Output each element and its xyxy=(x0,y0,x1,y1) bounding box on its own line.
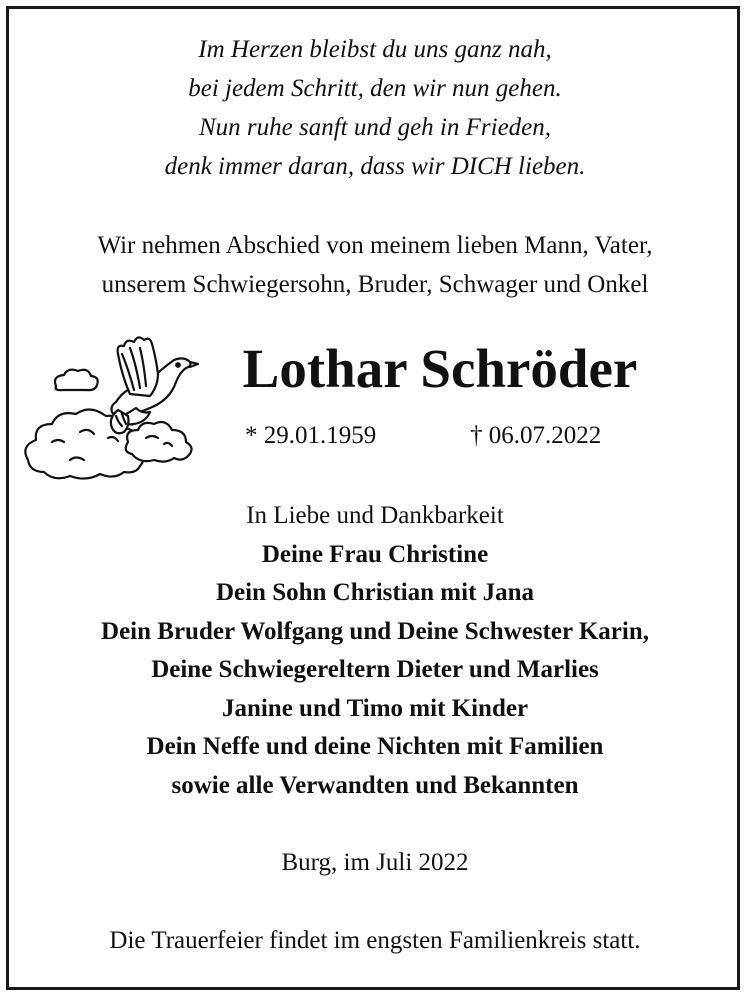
place-and-date: Burg, im Juli 2022 xyxy=(281,849,469,876)
poem-line: Nun ruhe sanft und geh in Frieden, xyxy=(198,114,552,141)
mourner-line: Dein Sohn Christian mit Jana xyxy=(215,579,535,606)
mourner-line: Dein Neffe und deine Nichten mit Familien xyxy=(146,733,604,760)
deceased-name: Lothar Schröder xyxy=(242,338,638,399)
dove-on-clouds-icon xyxy=(18,320,200,485)
mourner-line: Deine Schwiegereltern Dieter und Marlies xyxy=(151,656,599,683)
mourner-line: Janine und Timo mit Kinder xyxy=(221,694,529,722)
announcement-line: Wir nehmen Abschied von meinem lieben Mann, Vater, xyxy=(97,232,653,259)
birth-date: * 29.01.1959 xyxy=(245,422,377,449)
memorial-poem xyxy=(0,30,750,186)
mourners-list xyxy=(0,497,750,805)
mourners-intro: In Liebe und Dankbarkeit xyxy=(246,502,504,529)
ceremony-note: Die Trauerfeier findet im engsten Familienkreis statt. xyxy=(109,927,641,954)
mourner-line: Dein Bruder Wolfgang und Deine Schwester Karin, xyxy=(101,617,649,645)
mourner-line: Deine Frau Christine xyxy=(261,540,489,568)
poem-line: bei jedem Schritt, den wir nun gehen. xyxy=(188,75,562,102)
death-date: † 06.07.2022 xyxy=(470,422,602,449)
poem-line: Im Herzen bleibst du uns ganz nah, xyxy=(198,36,552,63)
mourner-line: sowie alle Verwandten und Bekannten xyxy=(171,771,579,799)
announcement-line: unserem Schwiegersohn, Bruder, Schwager und Onkel xyxy=(101,271,649,298)
poem-line: denk immer daran, dass wir DICH lieben. xyxy=(164,153,586,180)
farewell-announcement xyxy=(0,226,750,304)
